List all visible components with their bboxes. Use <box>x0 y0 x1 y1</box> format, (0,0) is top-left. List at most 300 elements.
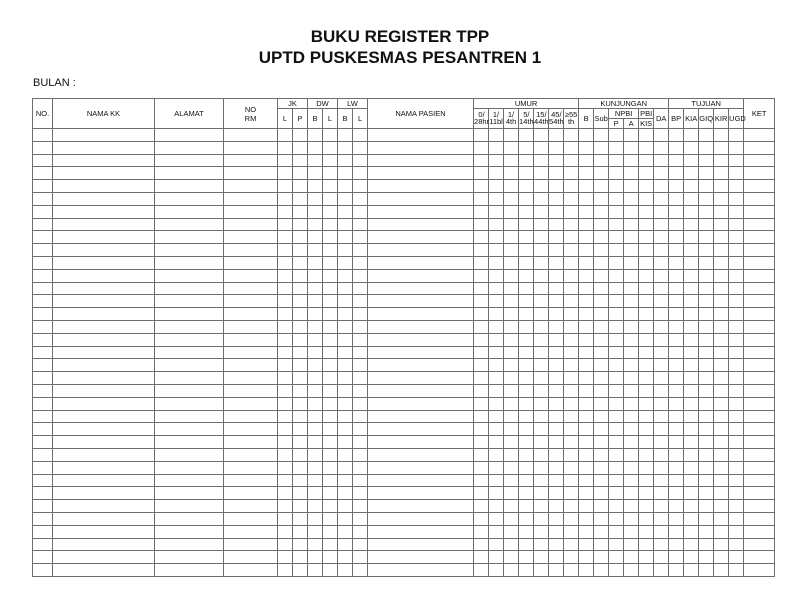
table-cell <box>579 359 594 372</box>
table-cell <box>564 525 579 538</box>
table-cell <box>353 487 368 500</box>
table-cell <box>639 218 654 231</box>
table-cell <box>654 448 669 461</box>
table-cell <box>549 384 564 397</box>
table-cell <box>699 551 714 564</box>
table-cell <box>714 448 729 461</box>
table-cell <box>53 448 155 461</box>
table-cell <box>224 167 278 180</box>
table-cell <box>53 551 155 564</box>
table-cell <box>594 141 609 154</box>
table-cell <box>684 410 699 423</box>
table-cell <box>504 244 519 257</box>
table-cell <box>564 308 579 321</box>
table-cell <box>155 474 224 487</box>
table-cell <box>278 538 293 551</box>
table-cell <box>579 308 594 321</box>
table-cell <box>293 180 308 193</box>
table-cell <box>293 218 308 231</box>
table-cell <box>564 154 579 167</box>
table-cell <box>699 295 714 308</box>
table-cell <box>684 269 699 282</box>
table-cell <box>323 346 338 359</box>
table-cell <box>549 154 564 167</box>
table-cell <box>639 525 654 538</box>
table-cell <box>293 538 308 551</box>
table-cell <box>53 538 155 551</box>
table-cell <box>624 141 639 154</box>
table-cell <box>293 192 308 205</box>
table-cell <box>353 384 368 397</box>
table-cell <box>474 564 489 577</box>
table-cell <box>699 192 714 205</box>
table-cell <box>579 192 594 205</box>
table-cell <box>549 448 564 461</box>
table-cell <box>669 269 684 282</box>
table-cell <box>549 282 564 295</box>
table-cell <box>155 218 224 231</box>
table-cell <box>504 154 519 167</box>
table-cell <box>33 333 53 346</box>
table-cell <box>368 423 474 436</box>
table-cell <box>323 320 338 333</box>
table-cell <box>53 256 155 269</box>
tujuan-kia-header: KIA <box>684 109 699 129</box>
table-cell <box>323 244 338 257</box>
table-cell <box>338 448 353 461</box>
table-cell <box>714 282 729 295</box>
table-cell <box>224 269 278 282</box>
table-cell <box>639 154 654 167</box>
table-cell <box>729 436 744 449</box>
table-cell <box>224 461 278 474</box>
table-cell <box>33 180 53 193</box>
table-cell <box>489 244 504 257</box>
table-cell <box>609 244 624 257</box>
table-cell <box>504 359 519 372</box>
table-cell <box>639 346 654 359</box>
table-cell <box>684 218 699 231</box>
table-cell <box>519 308 534 321</box>
table-cell <box>699 448 714 461</box>
table-cell <box>594 231 609 244</box>
table-row <box>33 423 775 436</box>
table-cell <box>639 448 654 461</box>
table-cell <box>368 346 474 359</box>
table-cell <box>579 436 594 449</box>
table-cell <box>53 244 155 257</box>
table-cell <box>564 256 579 269</box>
table-cell <box>474 320 489 333</box>
table-cell <box>699 512 714 525</box>
table-cell <box>729 308 744 321</box>
table-cell <box>639 308 654 321</box>
table-cell <box>744 129 775 142</box>
umur-6-top: ≥55 <box>564 110 578 119</box>
table-cell <box>684 244 699 257</box>
table-cell <box>699 372 714 385</box>
table-cell <box>293 308 308 321</box>
table-cell <box>639 487 654 500</box>
table-cell <box>155 154 224 167</box>
table-cell <box>278 423 293 436</box>
table-cell <box>609 474 624 487</box>
table-cell <box>504 180 519 193</box>
table-cell <box>609 448 624 461</box>
table-cell <box>489 308 504 321</box>
table-cell <box>53 282 155 295</box>
table-cell <box>33 551 53 564</box>
table-cell <box>489 167 504 180</box>
table-cell <box>549 256 564 269</box>
table-cell <box>323 218 338 231</box>
table-cell <box>699 333 714 346</box>
no-rm-line2: RM <box>244 113 257 123</box>
table-cell <box>714 231 729 244</box>
table-cell <box>519 397 534 410</box>
table-cell <box>323 333 338 346</box>
table-cell <box>293 333 308 346</box>
table-cell <box>609 308 624 321</box>
table-cell <box>33 295 53 308</box>
table-cell <box>323 141 338 154</box>
table-cell <box>155 333 224 346</box>
table-cell <box>33 525 53 538</box>
umur-1-top: 1/ <box>492 110 500 119</box>
table-cell <box>609 487 624 500</box>
table-cell <box>474 461 489 474</box>
table-cell <box>224 474 278 487</box>
table-cell <box>338 397 353 410</box>
table-cell <box>33 141 53 154</box>
table-cell <box>594 167 609 180</box>
table-cell <box>654 474 669 487</box>
table-cell <box>654 500 669 513</box>
table-cell <box>699 205 714 218</box>
table-cell <box>33 282 53 295</box>
table-cell <box>534 538 549 551</box>
table-cell <box>353 269 368 282</box>
table-cell <box>594 397 609 410</box>
table-cell <box>155 397 224 410</box>
umur-2-top: 1/ <box>507 110 515 119</box>
table-cell <box>639 320 654 333</box>
table-cell <box>729 180 744 193</box>
table-cell <box>308 167 323 180</box>
table-row <box>33 410 775 423</box>
table-cell <box>624 474 639 487</box>
table-cell <box>624 397 639 410</box>
table-cell <box>53 359 155 372</box>
table-cell <box>714 359 729 372</box>
table-row <box>33 269 775 282</box>
table-cell <box>519 359 534 372</box>
table-cell <box>338 269 353 282</box>
table-cell <box>669 410 684 423</box>
table-cell <box>654 205 669 218</box>
table-cell <box>534 448 549 461</box>
table-cell <box>609 359 624 372</box>
table-cell <box>654 333 669 346</box>
table-cell <box>609 564 624 577</box>
table-cell <box>368 448 474 461</box>
table-cell <box>323 525 338 538</box>
table-cell <box>594 282 609 295</box>
table-cell <box>549 474 564 487</box>
table-cell <box>353 308 368 321</box>
table-cell <box>53 295 155 308</box>
table-cell <box>699 384 714 397</box>
table-cell <box>504 192 519 205</box>
table-cell <box>353 436 368 449</box>
table-cell <box>323 487 338 500</box>
table-cell <box>714 564 729 577</box>
table-cell <box>519 141 534 154</box>
table-cell <box>669 384 684 397</box>
table-cell <box>504 538 519 551</box>
table-row <box>33 129 775 142</box>
table-cell <box>579 256 594 269</box>
table-cell <box>729 244 744 257</box>
table-cell <box>224 205 278 218</box>
table-cell <box>338 551 353 564</box>
table-cell <box>308 295 323 308</box>
table-cell <box>353 551 368 564</box>
table-cell <box>519 256 534 269</box>
table-cell <box>489 129 504 142</box>
table-cell <box>714 244 729 257</box>
table-cell <box>744 282 775 295</box>
table-cell <box>308 282 323 295</box>
table-cell <box>654 372 669 385</box>
table-cell <box>224 320 278 333</box>
table-cell <box>639 474 654 487</box>
table-cell <box>669 129 684 142</box>
table-cell <box>534 269 549 282</box>
table-cell <box>278 269 293 282</box>
table-cell <box>155 512 224 525</box>
table-cell <box>579 346 594 359</box>
table-cell <box>519 295 534 308</box>
table-cell <box>729 551 744 564</box>
table-cell <box>684 167 699 180</box>
umur-6-bottom: th <box>567 117 575 126</box>
table-cell <box>579 244 594 257</box>
table-cell <box>729 461 744 474</box>
table-cell <box>624 231 639 244</box>
table-cell <box>534 218 549 231</box>
table-cell <box>609 180 624 193</box>
table-cell <box>669 295 684 308</box>
table-cell <box>353 167 368 180</box>
table-cell <box>224 372 278 385</box>
table-cell <box>609 346 624 359</box>
table-cell <box>654 538 669 551</box>
table-cell <box>669 397 684 410</box>
table-cell <box>338 525 353 538</box>
table-cell <box>624 269 639 282</box>
table-cell <box>654 295 669 308</box>
table-cell <box>368 167 474 180</box>
table-cell <box>155 205 224 218</box>
table-cell <box>564 448 579 461</box>
table-cell <box>684 564 699 577</box>
table-cell <box>594 461 609 474</box>
table-cell <box>639 256 654 269</box>
table-cell <box>155 500 224 513</box>
table-cell <box>594 474 609 487</box>
table-cell <box>368 295 474 308</box>
table-row <box>33 282 775 295</box>
table-cell <box>609 551 624 564</box>
table-cell <box>224 333 278 346</box>
table-cell <box>353 205 368 218</box>
table-cell <box>654 129 669 142</box>
table-cell <box>489 359 504 372</box>
table-cell <box>639 397 654 410</box>
table-cell <box>474 244 489 257</box>
table-cell <box>654 180 669 193</box>
table-cell <box>504 129 519 142</box>
tujuan-ugd-header: UGD <box>729 109 744 129</box>
table-cell <box>669 282 684 295</box>
table-cell <box>684 180 699 193</box>
table-cell <box>504 448 519 461</box>
table-cell <box>338 320 353 333</box>
table-body <box>33 129 775 577</box>
table-cell <box>155 295 224 308</box>
table-cell <box>714 474 729 487</box>
table-cell <box>504 282 519 295</box>
table-cell <box>338 346 353 359</box>
table-cell <box>744 423 775 436</box>
table-cell <box>549 141 564 154</box>
table-cell <box>308 436 323 449</box>
table-cell <box>639 269 654 282</box>
table-cell <box>594 448 609 461</box>
table-cell <box>338 154 353 167</box>
table-cell <box>368 461 474 474</box>
table-cell <box>323 192 338 205</box>
table-cell <box>564 180 579 193</box>
table-cell <box>224 512 278 525</box>
table-cell <box>609 384 624 397</box>
table-cell <box>549 244 564 257</box>
table-cell <box>224 231 278 244</box>
table-cell <box>699 564 714 577</box>
table-cell <box>504 372 519 385</box>
table-cell <box>519 500 534 513</box>
table-cell <box>534 231 549 244</box>
table-row <box>33 295 775 308</box>
table-cell <box>549 436 564 449</box>
table-cell <box>669 244 684 257</box>
table-cell <box>579 384 594 397</box>
table-cell <box>579 474 594 487</box>
table-cell <box>639 231 654 244</box>
table-cell <box>519 218 534 231</box>
table-cell <box>474 423 489 436</box>
table-cell <box>368 282 474 295</box>
group-umur-header: UMUR <box>474 99 579 109</box>
table-row <box>33 512 775 525</box>
table-cell <box>504 410 519 423</box>
table-cell <box>714 129 729 142</box>
table-cell <box>669 320 684 333</box>
table-cell <box>308 308 323 321</box>
table-cell <box>744 487 775 500</box>
table-cell <box>33 538 53 551</box>
table-cell <box>293 244 308 257</box>
table-cell <box>669 308 684 321</box>
table-cell <box>564 167 579 180</box>
table-cell <box>293 154 308 167</box>
table-cell <box>323 461 338 474</box>
table-cell <box>744 410 775 423</box>
table-cell <box>53 512 155 525</box>
table-cell <box>278 410 293 423</box>
table-cell <box>323 282 338 295</box>
table-cell <box>714 218 729 231</box>
table-cell <box>684 129 699 142</box>
table-cell <box>489 269 504 282</box>
table-cell <box>474 154 489 167</box>
table-cell <box>564 346 579 359</box>
table-cell <box>669 551 684 564</box>
table-cell <box>579 333 594 346</box>
table-cell <box>504 384 519 397</box>
table-cell <box>669 231 684 244</box>
table-cell <box>594 154 609 167</box>
umur-1-header <box>489 109 504 129</box>
table-cell <box>338 218 353 231</box>
table-cell <box>624 448 639 461</box>
table-cell <box>534 436 549 449</box>
table-cell <box>323 231 338 244</box>
table-cell <box>564 487 579 500</box>
table-cell <box>53 192 155 205</box>
table-cell <box>474 282 489 295</box>
table-cell <box>308 512 323 525</box>
table-cell <box>609 282 624 295</box>
table-cell <box>308 333 323 346</box>
table-cell <box>323 308 338 321</box>
table-cell <box>293 167 308 180</box>
table-cell <box>338 244 353 257</box>
table-cell <box>594 256 609 269</box>
table-row <box>33 205 775 218</box>
table-cell <box>579 295 594 308</box>
table-cell <box>699 410 714 423</box>
table-cell <box>368 474 474 487</box>
table-cell <box>684 423 699 436</box>
table-cell <box>609 538 624 551</box>
table-cell <box>293 359 308 372</box>
table-cell <box>293 448 308 461</box>
table-cell <box>504 141 519 154</box>
table-cell <box>699 359 714 372</box>
table-row <box>33 256 775 269</box>
table-cell <box>33 269 53 282</box>
table-cell <box>594 500 609 513</box>
table-cell <box>579 500 594 513</box>
table-cell <box>504 256 519 269</box>
table-cell <box>624 359 639 372</box>
table-cell <box>338 256 353 269</box>
table-cell <box>654 167 669 180</box>
table-cell <box>744 154 775 167</box>
table-cell <box>519 461 534 474</box>
